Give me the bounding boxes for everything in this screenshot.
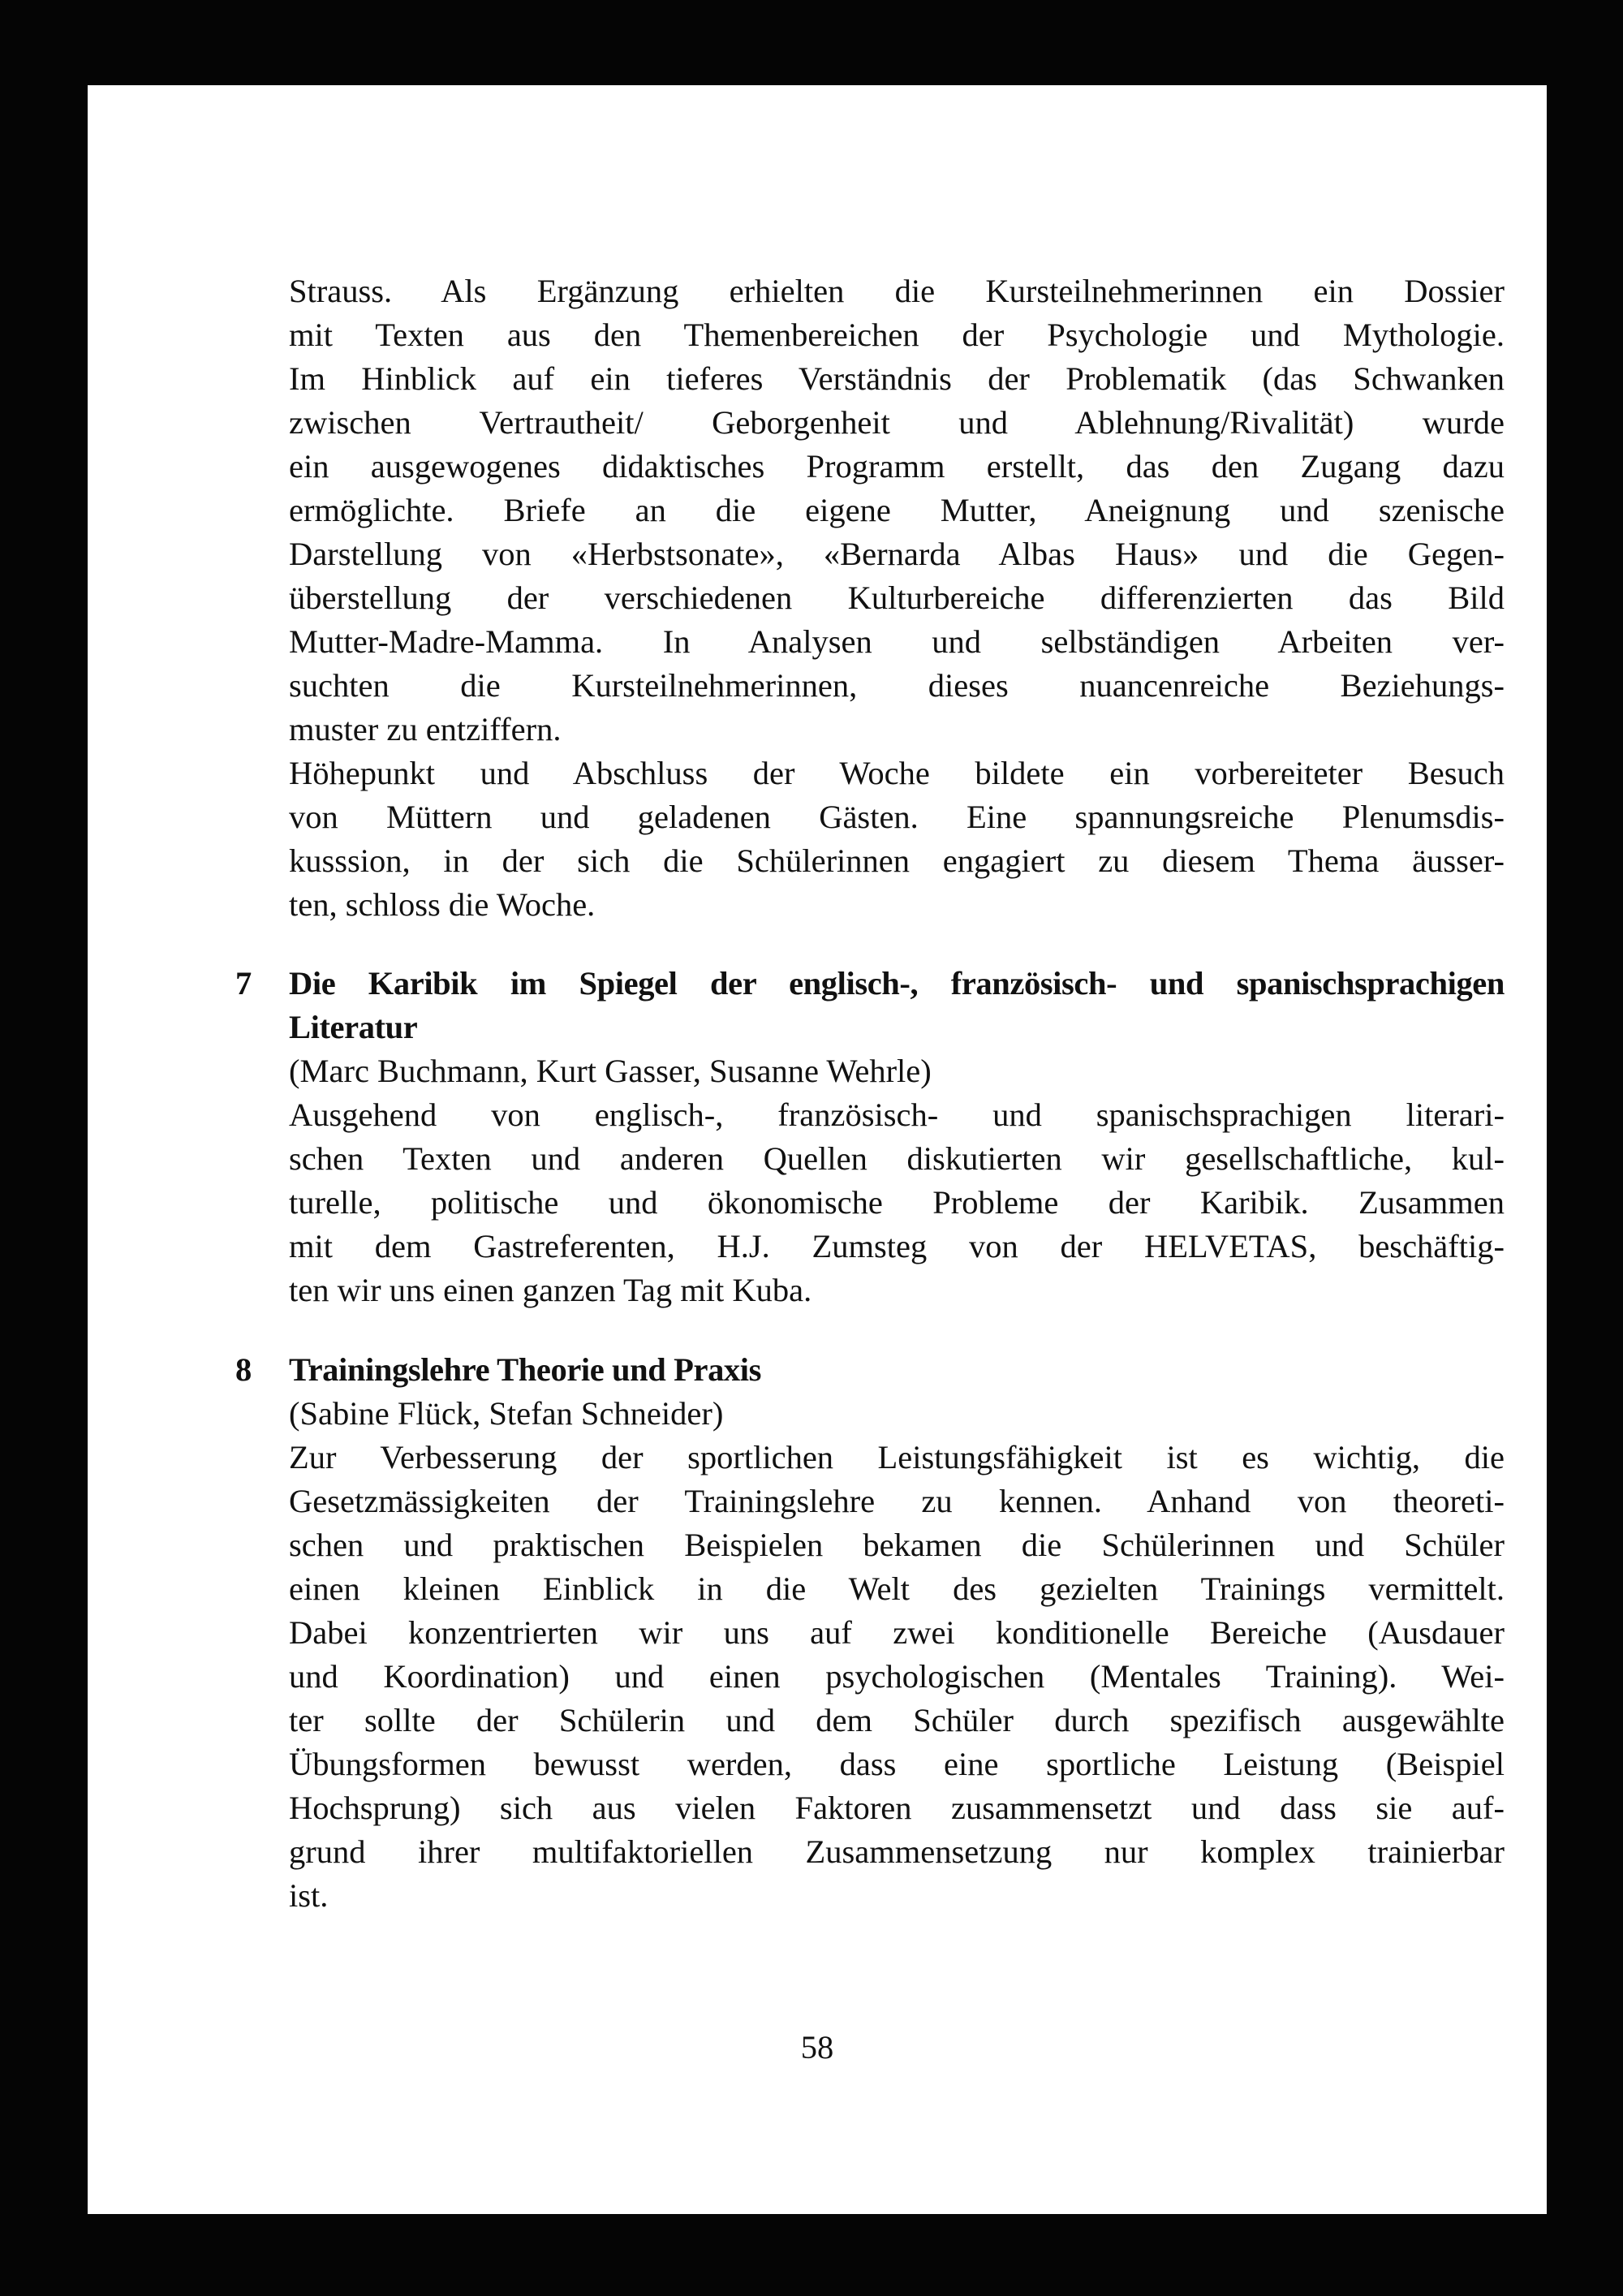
text-line: Ausgehend von englisch-, französisch- und spanischsprachigen literari- — [289, 1096, 1505, 1133]
text-line: überstellung der verschiedenen Kulturbereiche differenzierten das Bild — [289, 579, 1505, 616]
text-line: ten wir uns einen ganzen Tag mit Kuba. — [289, 1272, 812, 1308]
text-line: schen und praktischen Beispielen bekamen die Schülerinnen und Schüler — [289, 1527, 1505, 1563]
text-line: ter sollte der Schülerin und dem Schüler durch spezifisch ausgewählte — [289, 1702, 1505, 1738]
text-line: suchten die Kursteilnehmerinnen, dieses nuancenreiche Beziehungs- — [289, 667, 1505, 704]
section-authors: (Sabine Flück, Stefan Schneider) — [289, 1395, 724, 1432]
text-line: Dabei konzentrierten wir uns auf zwei konditionelle Bereiche (Ausdauer — [289, 1614, 1505, 1651]
page-number: 58 — [800, 2029, 834, 2066]
text-line: und Koordination) und einen psychologischen (Mentales Training). Wei- — [289, 1658, 1505, 1695]
section-8-body — [289, 1392, 1505, 1918]
section-title — [289, 1348, 1505, 1392]
text-line: mit Texten aus den Themenbereichen der Psychologie und Mythologie. — [289, 317, 1505, 353]
text-line: Höhepunkt und Abschluss der Woche bildete ein vorbereiteter Besuch — [289, 755, 1505, 791]
text-line: Zur Verbesserung der sportlichen Leistungsfähigkeit ist es wichtig, die — [289, 1439, 1505, 1475]
text-line: turelle, politische und ökonomische Probleme der Karibik. Zusammen — [289, 1184, 1505, 1221]
text-line: von Müttern und geladenen Gästen. Eine spannungsreiche Plenumsdis- — [289, 799, 1505, 835]
text-line: ist. — [289, 1877, 329, 1914]
text-line: ermöglichte. Briefe an die eigene Mutter, Aneignung und szenische — [289, 492, 1505, 528]
text-line: Hochsprung) sich aus vielen Faktoren zusammensetzt und dass sie auf- — [289, 1790, 1505, 1826]
text-line: Mutter-Madre-Mamma. In Analysen und selbständigen Arbeiten ver- — [289, 623, 1505, 660]
text-line: Gesetzmässigkeiten der Trainingslehre zu kennen. Anhand von theoreti- — [289, 1483, 1505, 1519]
text-line: grund ihrer multifaktoriellen Zusammensetzung nur komplex trainierbar — [289, 1833, 1505, 1870]
document-page — [88, 85, 1547, 2214]
section-7-body — [289, 1049, 1505, 1312]
text-line: einen kleinen Einblick in die Welt des gezielten Trainings vermittelt. — [289, 1570, 1505, 1607]
text-line: Darstellung von «Herbstsonate», «Bernarda Albas Haus» und die Gegen- — [289, 536, 1505, 572]
text-line: kusssion, in der sich die Schülerinnen engagiert zu diesem Thema äusser- — [289, 842, 1505, 879]
text-line: schen Texten und anderen Quellen diskutierten wir gesellschaftliche, kul- — [289, 1140, 1505, 1177]
text-line: Übungsformen bewusst werden, dass eine sportliche Leistung (Beispiel — [289, 1746, 1505, 1782]
text-line: Im Hinblick auf ein tieferes Verständnis der Problematik (das Schwanken — [289, 360, 1505, 397]
section-authors: (Marc Buchmann, Kurt Gasser, Susanne Wehrle) — [289, 1053, 932, 1089]
section-number: 7 — [235, 965, 252, 1002]
text-line: mit dem Gastreferenten, H.J. Zumsteg von der HELVETAS, beschäftig- — [289, 1228, 1505, 1264]
title-line: Literatur — [289, 1009, 418, 1045]
text-line: ten, schloss die Woche. — [289, 886, 596, 923]
text-line: muster zu entziffern. — [289, 711, 562, 747]
intro-paragraph — [289, 269, 1505, 927]
section-title — [289, 962, 1505, 1049]
title-line: Trainingslehre Theorie und Praxis — [289, 1351, 761, 1388]
title-line: Die Karibik im Spiegel der englisch-, französisch- und spanischsprachigen — [289, 965, 1505, 1002]
text-line: Strauss. Als Ergänzung erhielten die Kursteilnehmerinnen ein Dossier — [289, 273, 1505, 309]
text-line: ein ausgewogenes didaktisches Programm erstellt, das den Zugang dazu — [289, 448, 1505, 485]
text-line: zwischen Vertrautheit/ Geborgenheit und Ablehnung/Rivalität) wurde — [289, 404, 1505, 441]
section-number: 8 — [235, 1351, 252, 1388]
